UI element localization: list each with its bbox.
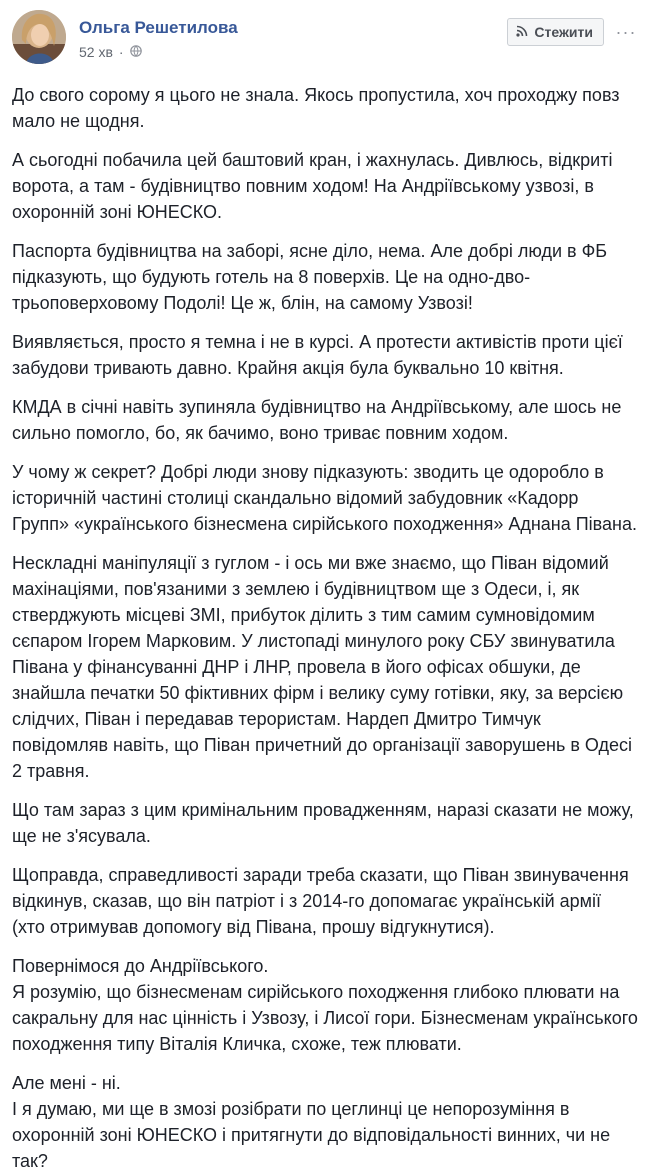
paragraph-line: Але мені - ні. bbox=[12, 1073, 121, 1093]
author-name[interactable]: Ольга Решетилова bbox=[79, 18, 238, 37]
paragraph-line: КМДА в січні навіть зупиняла будівництво на Андріївському, але шось не сильно помогло, бо, як бачимо, воно триває повним ходом. bbox=[12, 397, 622, 443]
paragraph-line: Нескладні маніпуляції з гуглом - і ось ми вже знаємо, що Піван відомий махінаціями, пов'язаними з землею і будівництвом ще з Одеси, і, як стверджують місцеві ЗМІ, прибуток ділить з тим самим сумновідомим сєпаром Ігорем Марковим. У листопаді минулого року СБУ звинуватила Півана у фінансуванні ДНР і ЛНР, провела в його офісах обшуки, де знайшла печатки 50 фіктивних фірм і велику суму готівки, яку, за версією слідчих, Піван і передавав терористам. Нардеп Дмитро Тимчук повідомляв навіть, що Піван причетний до організації заворушень в Одесі 2 травня. bbox=[12, 553, 633, 781]
meta-separator: · bbox=[118, 44, 124, 60]
post-paragraph bbox=[12, 394, 638, 446]
post-text bbox=[12, 82, 638, 1174]
paragraph-line: Виявляється, просто я темна і не в курсі. А протести активістів проти цієї забудови тривають давно. Крайня акція була буквально 10 квітня. bbox=[12, 332, 623, 378]
rss-icon bbox=[516, 24, 528, 40]
paragraph-line: І я думаю, ми ще в змозі розібрати по цеглинці це непорозуміння в охоронній зоні ЮНЕСКО і притягнути до відповідальності винних, чи не так? bbox=[12, 1099, 611, 1171]
post-paragraph bbox=[12, 238, 638, 316]
paragraph-line: Щоправда, справедливості заради треба сказати, що Піван звинувачення відкинув, сказав, що він патріот і з 2014-го допомагає українській армії (хто отримував допомогу від Півана, прошу відгукнутися). bbox=[12, 865, 629, 937]
paragraph-line: До свого сорому я цього не знала. Якось пропустила, хоч проходжу повз мало не щодня. bbox=[12, 85, 620, 131]
globe-icon[interactable] bbox=[130, 44, 142, 60]
post-paragraph bbox=[12, 329, 638, 381]
post-paragraph bbox=[12, 82, 638, 134]
paragraph-line: Повернімося до Андріївського. bbox=[12, 956, 269, 976]
post-paragraph bbox=[12, 550, 638, 784]
post-paragraph bbox=[12, 1070, 638, 1174]
follow-button[interactable] bbox=[507, 18, 604, 46]
paragraph-line: Паспорта будівництва на заборі, ясне діло, нема. Але добрі люди в ФБ підказують, що будують готель на 8 поверхів. Це на одно-дво-трьоповерховому Подолі! Це ж, блін, на самому Узвозі! bbox=[12, 241, 608, 313]
post-paragraph bbox=[12, 147, 638, 225]
post-header bbox=[12, 10, 638, 66]
post-time[interactable]: 52 хв bbox=[79, 44, 113, 60]
post-paragraph bbox=[12, 459, 638, 537]
profile-photo-icon bbox=[12, 10, 66, 64]
author-avatar[interactable] bbox=[12, 10, 66, 64]
post-paragraph bbox=[12, 862, 638, 940]
paragraph-line: Що там зараз з цим кримінальним провадженням, наразі сказати не можу, ще не з'ясувала. bbox=[12, 800, 634, 846]
paragraph-line: Я розумію, що бізнесменам сирійського походження глибоко плювати на сакральну для нас цінність і Узвозу, і Лисої гори. Бізнесменам українського походження типу Віталія Кличка, схоже, теж плювати. bbox=[12, 982, 638, 1054]
follow-label: Стежити bbox=[534, 24, 593, 40]
paragraph-line: У чому ж секрет? Добрі люди знову підказують: зводить це одоробло в історичній частині столиці скандально відомий забудовник «Кадорр Групп» «українського бізнесмена сирійського походження» Аднана Півана. bbox=[12, 462, 637, 534]
ellipsis-icon[interactable]: ··· bbox=[615, 22, 637, 42]
post-meta bbox=[79, 44, 142, 60]
post-paragraph bbox=[12, 797, 638, 849]
post-paragraph bbox=[12, 953, 638, 1057]
paragraph-line: А сьогодні побачила цей баштовий кран, і жахнулась. Дивлюсь, відкриті ворота, а там - будівництво повним ходом! На Андріївському узвозі, в охоронній зоні ЮНЕСКО. bbox=[12, 150, 613, 222]
